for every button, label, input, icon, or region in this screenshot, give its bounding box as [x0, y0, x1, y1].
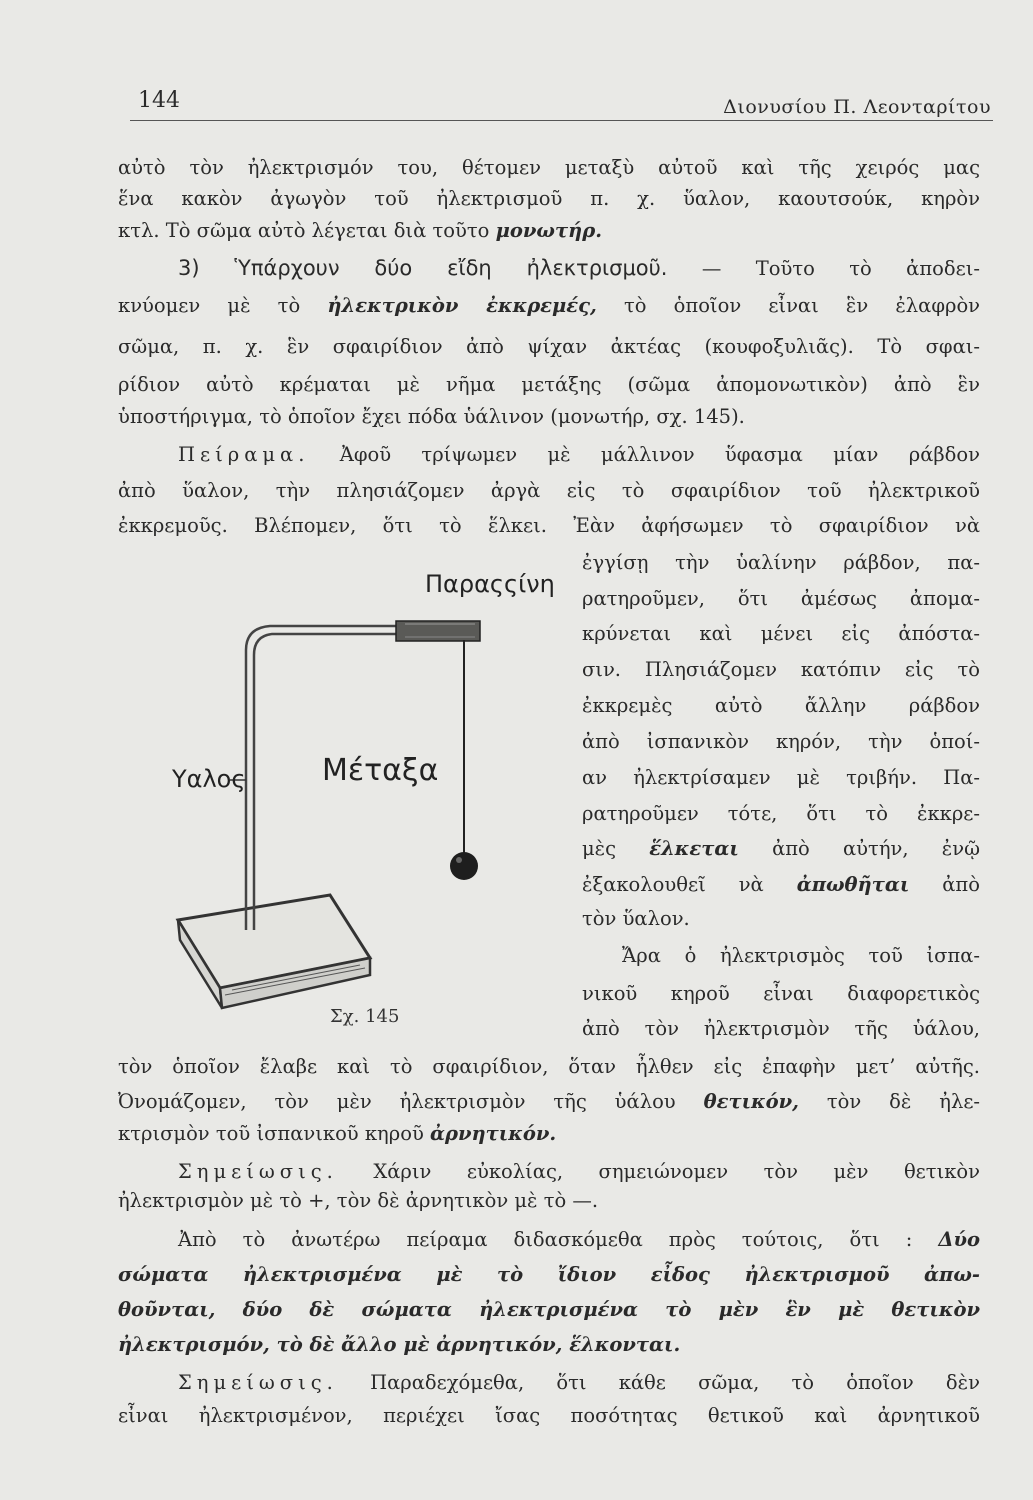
text-line: ἀπὸ ὕαλον, τὴν πλησιάζομεν ἀργὰ εἰς τὸ σφαιρίδιον τοῦ ἠλεκτρικοῦ	[118, 479, 980, 502]
text-line: τὸν ὕαλον.	[582, 907, 690, 930]
text-line: ἠλεκτρισμὸν μὲ τὸ +, τὸν δὲ ἀρνητικὸν μὲ τὸ —.	[118, 1189, 599, 1212]
text-line: κνύομεν μὲ τὸ ἠλεκτρικὸν ἐκκρεμές, τὸ ὁποῖον εἶναι ἓν ἐλαφρὸν	[118, 294, 981, 317]
text-line: Πείραμα. Ἀφοῦ τρίψωμεν μὲ μάλλινον ὕφασμα μίαν ράβδον	[178, 443, 980, 466]
text-line: νικοῦ κηροῦ εἶναι διαφορετικὸς	[582, 982, 980, 1005]
text-line: κτλ. Τὸ σῶμα αὐτὸ λέγεται διὰ τοῦτο μονωτήρ.	[118, 219, 602, 242]
note-label: Σημείωσις.	[178, 1371, 338, 1394]
term-attracted: ἕλκεται	[649, 837, 739, 860]
text-line: ἐκκρεμοῦς. Βλέπομεν, ὅτι τὸ ἕλκει. Ἐὰν ἀφήσωμεν τὸ σφαιρίδιον νὰ	[118, 514, 980, 537]
law-statement-line: ἠλεκτρισμόν, τὸ δὲ ἄλλο μὲ ἀρνητικόν, ἕλκονται.	[118, 1333, 681, 1356]
law-statement-line: σώματα ἠλεκτρισμένα μὲ τὸ ἴδιον εἶδος ἠλεκτρισμοῦ ἀπω-	[118, 1263, 980, 1286]
text-line: ἀπὸ τὸν ἠλεκτρισμὸν τῆς ὑάλου,	[582, 1017, 980, 1040]
text-line: ρατηροῦμεν, ὅτι ἀμέσως ἀπομα-	[582, 587, 980, 610]
note-label: Σημείωσις.	[178, 1160, 338, 1183]
experiment-label: Πείραμα.	[178, 443, 310, 466]
text-line: σιν. Πλησιάζομεν κατόπιν εἰς τὸ	[582, 658, 980, 681]
law-statement-line: θοῦνται, δύο δὲ σώματα ἠλεκτρισμένα τὸ μὲν ἓν μὲ θετικὸν	[118, 1298, 980, 1321]
text-line: ἐκκρεμὲς αὐτὸ ἄλλην ράβδον	[582, 694, 980, 717]
text-line: κρύνεται καὶ μένει εἰς ἀπόστα-	[582, 622, 980, 645]
text-line: ἐγγίσῃ τὴν ὑαλίνην ράβδον, πα-	[582, 551, 980, 574]
text-line: σῶμα, π. χ. ἓν σφαιρίδιον ἀπὸ ψίχαν ἀκτέας (κουφοξυλιᾶς). Τὸ σφαι-	[118, 335, 980, 358]
section-heading: 3) Ὑπάρχουν δύο εἴδη ἠλεκτρισμοῦ.	[178, 256, 668, 280]
text-line: μὲς ἕλκεται ἀπὸ αὐτήν, ἐνῷ	[582, 837, 980, 860]
text-line: ἐξακολουθεῖ νὰ ἀπωθῆται ἀπὸ	[582, 873, 980, 896]
text-line: Σημείωσις. Χάριν εὐκολίας, σημειώνομεν τὸν μὲν θετικὸν	[178, 1160, 981, 1183]
term-positive: θετικόν,	[703, 1090, 799, 1113]
text-line: εἶναι ἠλεκτρισμένον, περιέχει ἴσας ποσότητας θετικοῦ καὶ ἀρνητικοῦ	[118, 1404, 980, 1427]
term-insulator: μονωτήρ.	[495, 219, 602, 242]
label-paraffin: Παραςςίνη	[425, 570, 555, 598]
text-line: Σημείωσις. Παραδεχόμεθα, ὅτι κάθε σῶμα, τὸ ὁποῖον δὲν	[178, 1371, 980, 1394]
section-heading-line: 3) Ὑπάρχουν δύο εἴδη ἠλεκτρισμοῦ. — Τοῦτο τὸ ἀποδει-	[178, 256, 980, 280]
term-negative: ἀρνητικόν.	[430, 1122, 557, 1145]
text-line: αὐτὸ τὸν ἠλεκτρισμόν του, θέτομεν μεταξὺ αὐτοῦ καὶ τῆς χειρός μας	[118, 156, 980, 179]
text-line: Ἀπὸ τὸ ἀνωτέρω πείραμα διδασκόμεθα πρὸς τούτοις, ὅτι : Δύο	[178, 1228, 980, 1251]
text-line: αν ἠλεκτρίσαμεν μὲ τριβήν. Πα-	[582, 766, 980, 789]
text-line: ἕνα κακὸν ἀγωγὸν τοῦ ἠλεκτρισμοῦ π. χ. ὕαλον, καουτσούκ, κηρὸν	[118, 187, 980, 210]
text-line: ὑποστήριγμα, τὸ ὁποῖον ἔχει πόδα ὑάλινον (μονωτήρ, σχ. 145).	[118, 405, 745, 428]
label-silk: Μέταξα	[322, 753, 439, 788]
text-line: ἀπὸ ἰσπανικὸν κηρόν, τὴν ὁποί-	[582, 730, 980, 753]
running-head: Διονυσίου Π. Λεονταρίτου	[723, 96, 991, 118]
term-repelled: ἀπωθῆται	[796, 873, 910, 896]
figure-caption: Σχ. 145	[330, 1006, 400, 1027]
text-line: Ὀνομάζομεν, τὸν μὲν ἠλεκτρισμὸν τῆς ὑάλου θετικόν, τὸν δὲ ἠλε-	[118, 1090, 981, 1113]
pith-ball	[450, 852, 478, 880]
text-line: τὸν ὁποῖον ἔλαβε καὶ τὸ σφαιρίδιον, ὅταν ἦλθεν εἰς ἐπαφὴν μετ’ αὐτῆς.	[118, 1055, 980, 1078]
text-line: κτρισμὸν τοῦ ἰσπανικοῦ κηροῦ ἀρνητικόν.	[118, 1122, 557, 1145]
page-number: 144	[138, 88, 180, 113]
text-line: ρατηροῦμεν τότε, ὅτι τὸ ἐκκρε-	[582, 802, 980, 825]
term-pendulum: ἠλεκτρικὸν ἐκκρεμές,	[327, 294, 597, 317]
text-line: Ἄρα ὁ ἠλεκτρισμὸς τοῦ ἰσπα-	[622, 944, 980, 967]
text-line: ρίδιον αὐτὸ κρέμαται μὲ νῆμα μετάξης (σῶμα ἀπομονωτικὸν) ἀπὸ ἓν	[118, 373, 980, 396]
label-glass: Υαλος	[172, 765, 246, 793]
